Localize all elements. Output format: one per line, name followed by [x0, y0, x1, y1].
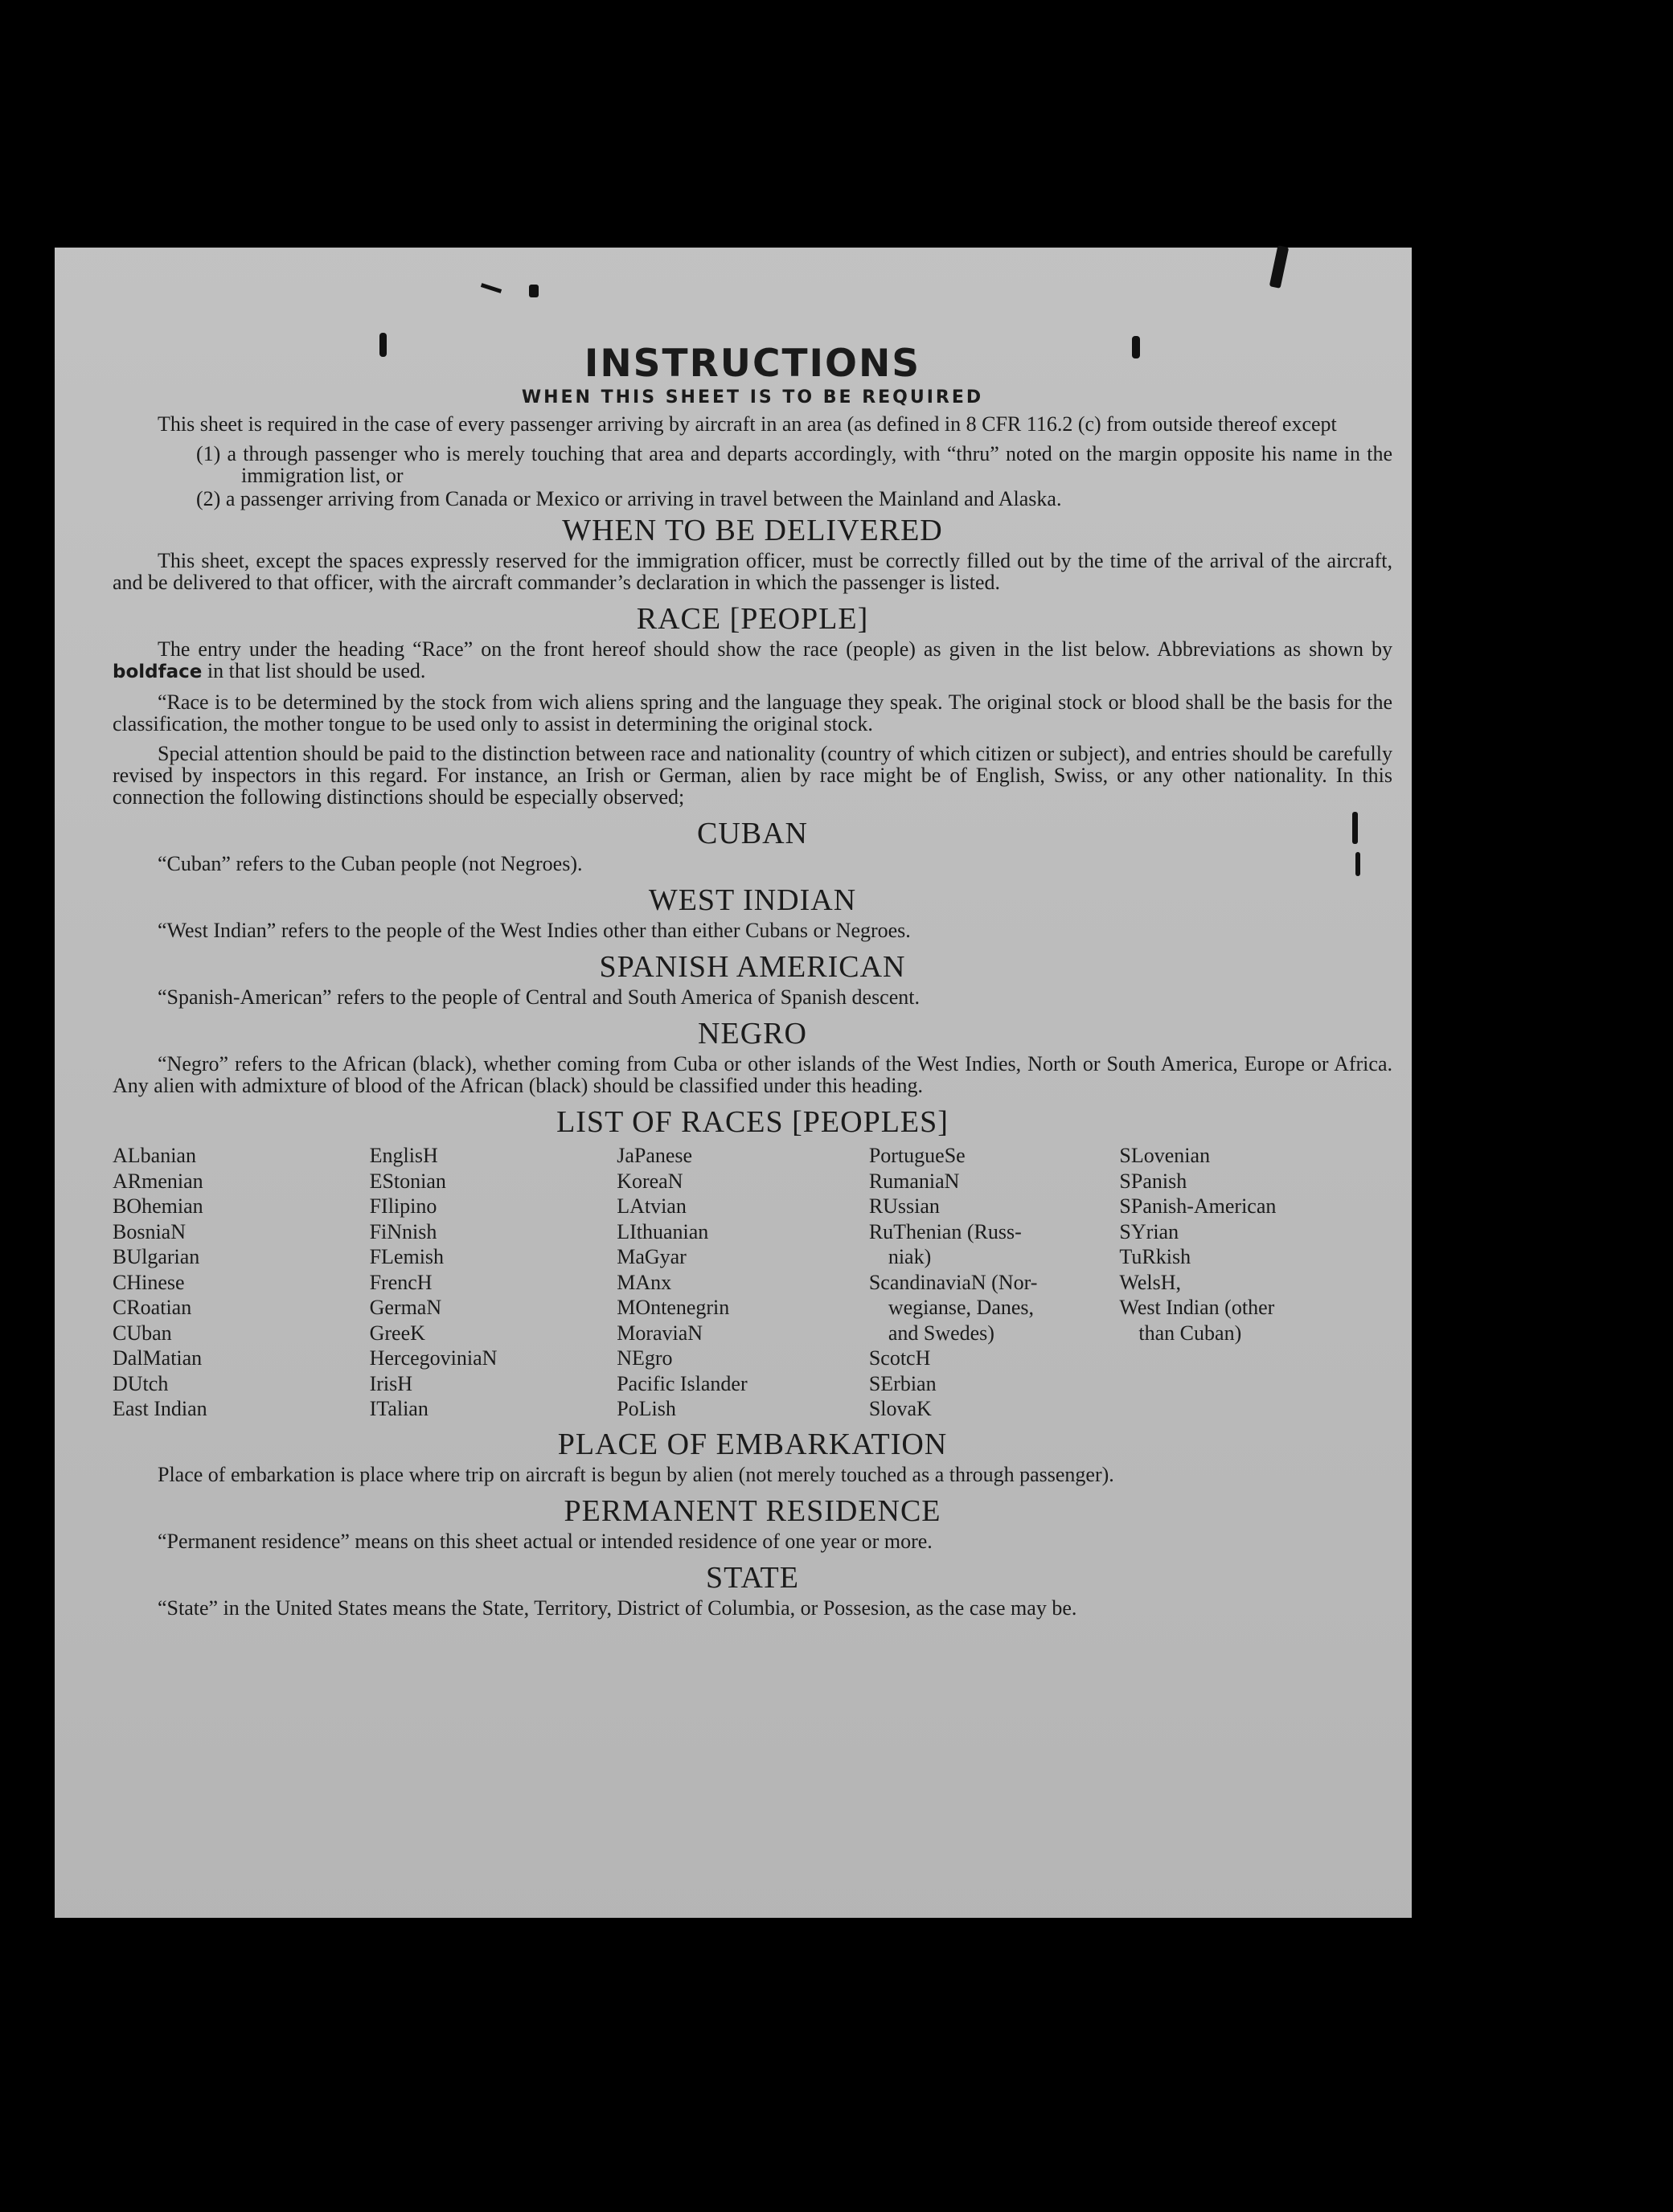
race-entry-continuation: wegianse, Danes, — [888, 1296, 1035, 1319]
section-heading-race: RACE [PEOPLE] — [636, 602, 869, 636]
race-entry: BOhemian — [113, 1194, 203, 1218]
race-entry-continuation: than Cuban) — [1138, 1321, 1242, 1345]
race-entry: RuThenian (Russ- — [868, 1219, 1022, 1243]
race-paragraph-3: Special attention should be paid to the distinction between race and nationality (country of which citizen or subject), and entries should be carefully revised by inspectors in this regard. For instance, an Irish or German, alien by race might be of English, Swiss, or any other nationality. In this connection the following distinctions should be especially observed; — [113, 742, 1392, 809]
race-entry: GermaN — [369, 1296, 442, 1319]
state-paragraph: “State” in the United States means the State, Territory, District of Columbia, or Possesion, as the case may be. — [158, 1596, 1077, 1620]
ink-mark — [1269, 245, 1290, 289]
instructions-content — [113, 342, 1392, 1627]
race-entry: MAnx — [617, 1270, 672, 1294]
race-entry: West Indian (other — [1119, 1296, 1275, 1319]
race-text: The entry under the heading “Race” on the front hereof should show the race (people) as given in the list below. Abbreviations as shown by — [158, 637, 1392, 661]
race-entry: Pacific Islander — [617, 1371, 748, 1395]
section-heading-state: STATE — [706, 1560, 799, 1595]
intro-paragraph: This sheet is required in the case of every passenger arriving by aircraft in an area (as defined in 8 CFR 116.2 (c) from outside thereof except — [158, 412, 1337, 436]
west-indian-paragraph: “West Indian” refers to the people of the West Indies other than either Cubans or Negroes. — [158, 919, 911, 942]
page-title: INSTRUCTIONS — [584, 342, 921, 386]
ink-mark — [529, 285, 539, 297]
cuban-paragraph: “Cuban” refers to the Cuban people (not Negroes). — [158, 852, 583, 875]
race-column-4 — [869, 1143, 1120, 1422]
race-entry: MoraviaN — [617, 1321, 703, 1345]
race-text: in that list should be used. — [207, 659, 426, 682]
race-entry: CHinese — [113, 1270, 185, 1294]
race-entry: East Indian — [113, 1397, 207, 1420]
embarkation-paragraph: Place of embarkation is place where trip on aircraft is begun by alien (not merely touched as a through passenger). — [158, 1462, 1114, 1486]
race-entry: DalMatian — [113, 1346, 203, 1370]
race-entry: ALbanian — [113, 1144, 196, 1167]
race-entry: RumaniaN — [868, 1169, 960, 1193]
race-entry: ScandinaviaN (Nor- — [868, 1270, 1038, 1294]
race-entry: EStonian — [369, 1169, 446, 1193]
race-entry: WelsH, — [1119, 1270, 1182, 1294]
race-entry: EnglisH — [369, 1144, 438, 1167]
race-entry: SYrian — [1119, 1219, 1179, 1243]
spanish-american-paragraph: “Spanish-American” refers to the people of Central and South America of Spanish descent. — [158, 985, 920, 1009]
race-entry: NEgro — [617, 1346, 673, 1370]
boldface-word: boldface — [113, 662, 203, 682]
section-heading-spanish-american: SPANISH AMERICAN — [599, 950, 906, 984]
race-entry: FIlipino — [369, 1194, 437, 1218]
race-entry: LIthuanian — [617, 1219, 709, 1243]
race-entry: GreeK — [369, 1321, 425, 1345]
race-column-3 — [617, 1143, 869, 1422]
race-entry: PortugueSe — [868, 1144, 966, 1167]
race-entry: SPanish — [1119, 1169, 1187, 1193]
section-heading-delivered: WHEN TO BE DELIVERED — [562, 514, 943, 547]
race-entry: KoreaN — [617, 1169, 683, 1193]
exception-1: (1) a through passenger who is merely touching that area and departs accordingly, with “thru” noted on the margin opposite his name in the immigration list, or — [196, 442, 1392, 487]
section-heading-list-of-races: LIST OF RACES [PEOPLES] — [556, 1105, 949, 1139]
race-entry: CUban — [113, 1321, 172, 1345]
race-entry: CRoatian — [113, 1296, 192, 1319]
residence-paragraph: “Permanent residence” means on this sheet actual or intended residence of one year or more. — [158, 1529, 933, 1553]
race-entry: FrencH — [369, 1270, 433, 1294]
race-entry: ITalian — [369, 1397, 429, 1420]
race-column-5 — [1119, 1143, 1392, 1422]
race-entry: RUssian — [868, 1194, 940, 1218]
race-entry: DUtch — [113, 1371, 169, 1395]
section-heading-residence: PERMANENT RESIDENCE — [564, 1493, 941, 1528]
delivered-paragraph: This sheet, except the spaces expressly reserved for the immigration officer, must be correctly filled out by the time of the arrival of the aircraft, and be delivered to that officer, with the aircraft commander’s declaration in which the passenger is listed. — [113, 549, 1392, 594]
race-entry: FLemish — [369, 1245, 445, 1268]
race-entry: TuRkish — [1119, 1245, 1191, 1268]
race-entry: SLovenian — [1119, 1144, 1211, 1167]
race-entry: BUlgarian — [113, 1245, 200, 1268]
race-entry: BosniaN — [113, 1219, 186, 1243]
section-heading-cuban: CUBAN — [696, 817, 809, 850]
race-entry: MOntenegrin — [617, 1296, 730, 1319]
race-list — [113, 1143, 1392, 1422]
race-entry: MaGyar — [617, 1245, 687, 1268]
race-entry: FiNnish — [369, 1219, 437, 1243]
document-sheet — [55, 248, 1412, 1918]
race-paragraph-2: “Race is to be determined by the stock from wich aliens spring and the language they speak. The original stock or blood shall be the basis for the classification, the mother tongue to be used only to assist in determining the original stock. — [113, 690, 1392, 735]
negro-paragraph: “Negro” refers to the African (black), whether coming from Cuba or other islands of the West Indies, North or South America, Europe or Africa. Any alien with admixture of blood of the African (black) should be classified under this heading. — [113, 1052, 1392, 1097]
race-entry: JaPanese — [617, 1144, 693, 1167]
race-entry-continuation: niak) — [888, 1245, 932, 1268]
section-heading-negro: NEGRO — [698, 1017, 807, 1051]
race-entry: ScotcH — [868, 1346, 931, 1370]
race-entry: HercegoviniaN — [369, 1346, 498, 1370]
ink-mark — [481, 283, 502, 293]
race-paragraph-1 — [113, 638, 1392, 683]
race-entry: IrisH — [369, 1371, 413, 1395]
race-column-2 — [370, 1143, 617, 1422]
exception-2: (2) a passenger arriving from Canada or Mexico or arriving in travel between the Mainland and Alaska. — [196, 487, 1062, 510]
section-heading-embarkation: PLACE OF EMBARKATION — [557, 1427, 948, 1461]
race-entry-continuation: and Swedes) — [888, 1321, 994, 1345]
race-column-1 — [113, 1143, 370, 1422]
race-entry: SPanish-American — [1119, 1194, 1277, 1218]
race-entry: LAtvian — [617, 1194, 687, 1218]
section-heading-west-indian: WEST INDIAN — [648, 883, 857, 917]
race-entry: PoLish — [617, 1397, 676, 1420]
race-entry: SErbian — [868, 1371, 937, 1395]
race-entry: ARmenian — [113, 1169, 203, 1193]
subtitle: WHEN THIS SHEET IS TO BE REQUIRED — [521, 387, 984, 408]
race-entry: SlovaK — [868, 1397, 932, 1420]
